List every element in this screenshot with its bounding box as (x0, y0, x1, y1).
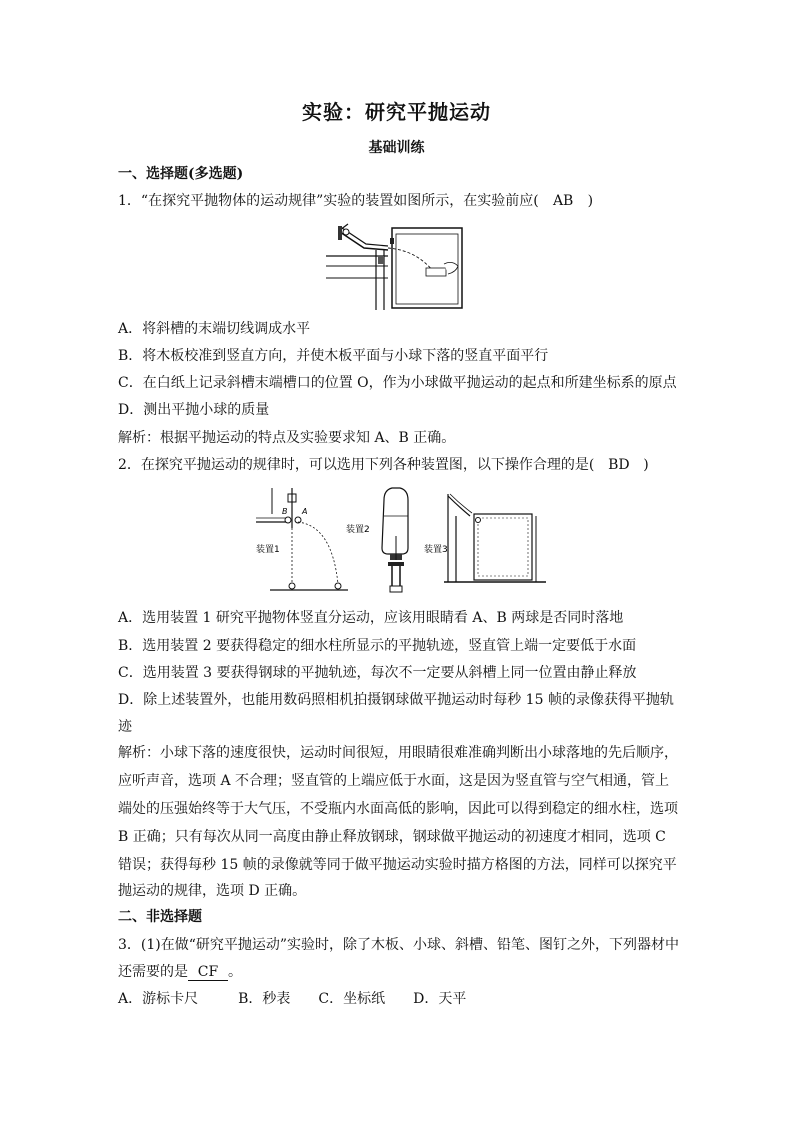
question-3-options (118, 989, 678, 1009)
device-2-label: 装置2 (346, 525, 370, 535)
device-3-label: 装置3 (424, 545, 448, 555)
question-2-close: ) (643, 457, 649, 473)
question-3-answer: CF (188, 964, 228, 981)
question-2-analysis-line: 应听声音，选项 A 不合理；竖直管的上端应低于水面，这是因为竖直管与空气相通，管上 (118, 773, 670, 789)
section-heading-choice: 一、选择题(多选题) (118, 166, 244, 182)
question-3-suffix: 。 (228, 964, 242, 980)
page-subtitle: 基础训练 (368, 140, 425, 156)
question-1-option-c: C．在白纸上记录斜槽末端槽口的位置 O，作为小球做平抛运动的起点和所建坐标系的原点 (118, 375, 677, 391)
question-2-option-d: D．除上述装置外，也能用数码照相机拍摄钢球做平抛运动时每秒 15 帧的录像获得平抛轨 (118, 692, 674, 708)
question-2-option-b: B．选用装置 2 要获得稳定的细水柱所显示的平抛轨迹，竖直管上端一定要低于水面 (118, 638, 637, 654)
question-2-option-d-cont: 迹 (118, 719, 132, 735)
question-3-prefix: 还需要的是 (118, 964, 188, 980)
question-1-stem (118, 191, 678, 211)
question-2-figure (252, 486, 548, 594)
question-3-option-d: D．天平 (413, 991, 467, 1007)
question-2-analysis-line: 抛运动的规律，选项 D 正确。 (118, 883, 307, 899)
question-2-option-c: C．选用装置 3 要获得钢球的平抛轨迹，每次不一定要从斜槽上同一位置由静止释放 (118, 665, 637, 681)
label-a: A (302, 507, 308, 516)
question-2-analysis-line: B 正确；只有每次从同一高度由静止释放钢球，钢球做平抛运动的初速度才相同，选项 C (118, 829, 666, 845)
question-1-close: ) (587, 193, 594, 209)
question-3-option-a: A．游标卡尺 (118, 991, 199, 1007)
question-2-text: 2．在探究平抛运动的规律时，可以选用下列各种装置图，以下操作合理的是( (118, 457, 595, 473)
question-2-analysis-line: 解析：小球下落的速度很快，运动时间很短，用眼睛很难准确判断出小球落地的先后顺序， (118, 745, 678, 761)
question-1-answer: AB (552, 193, 574, 209)
question-3-stem: 3．(1)在做“研究平抛运动”实验时，除了木板、小球、斜槽、铅笔、图钉之外，下列器材中 (118, 937, 680, 953)
question-3-stem-cont (118, 962, 678, 982)
section-heading-non-choice: 二、非选择题 (118, 909, 202, 925)
label-b: B (282, 507, 288, 516)
question-1-option-d: D．测出平抛小球的质量 (118, 402, 270, 418)
question-1-option-a: A．将斜槽的末端切线调成水平 (118, 321, 311, 337)
question-3-option-c: C．坐标纸 (318, 991, 386, 1007)
question-2-analysis-line: 错误；获得每秒 15 帧的录像就等同于做平抛运动实验时描方格图的方法，同样可以探究平 (118, 857, 677, 873)
question-2-option-a: A．选用装置 1 研究平抛物体竖直分运动，应该用眼睛看 A、B 两球是否同时落地 (118, 610, 624, 626)
question-3-option-b: B．秒表 (238, 991, 291, 1007)
question-1-figure (326, 220, 468, 310)
question-1-analysis: 解析：根据平抛运动的特点及实验要求知 A、B 正确。 (118, 430, 456, 446)
question-2-answer: BD (608, 457, 630, 473)
device-1-label: 装置1 (256, 545, 280, 555)
question-2-stem (118, 455, 678, 475)
question-1-text: 1．“在探究平抛物体的运动规律”实验的装置如图所示，在实验前应( (118, 193, 539, 209)
question-1-option-b: B．将木板校准到竖直方向，并使木板平面与小球下落的竖直平面平行 (118, 348, 549, 364)
question-2-analysis-line: 端处的压强始终等于大气压，不受瓶内水面高低的影响，因此可以得到稳定的细水柱，选项 (118, 801, 678, 817)
page-title: 实验：研究平抛运动 (302, 100, 491, 124)
